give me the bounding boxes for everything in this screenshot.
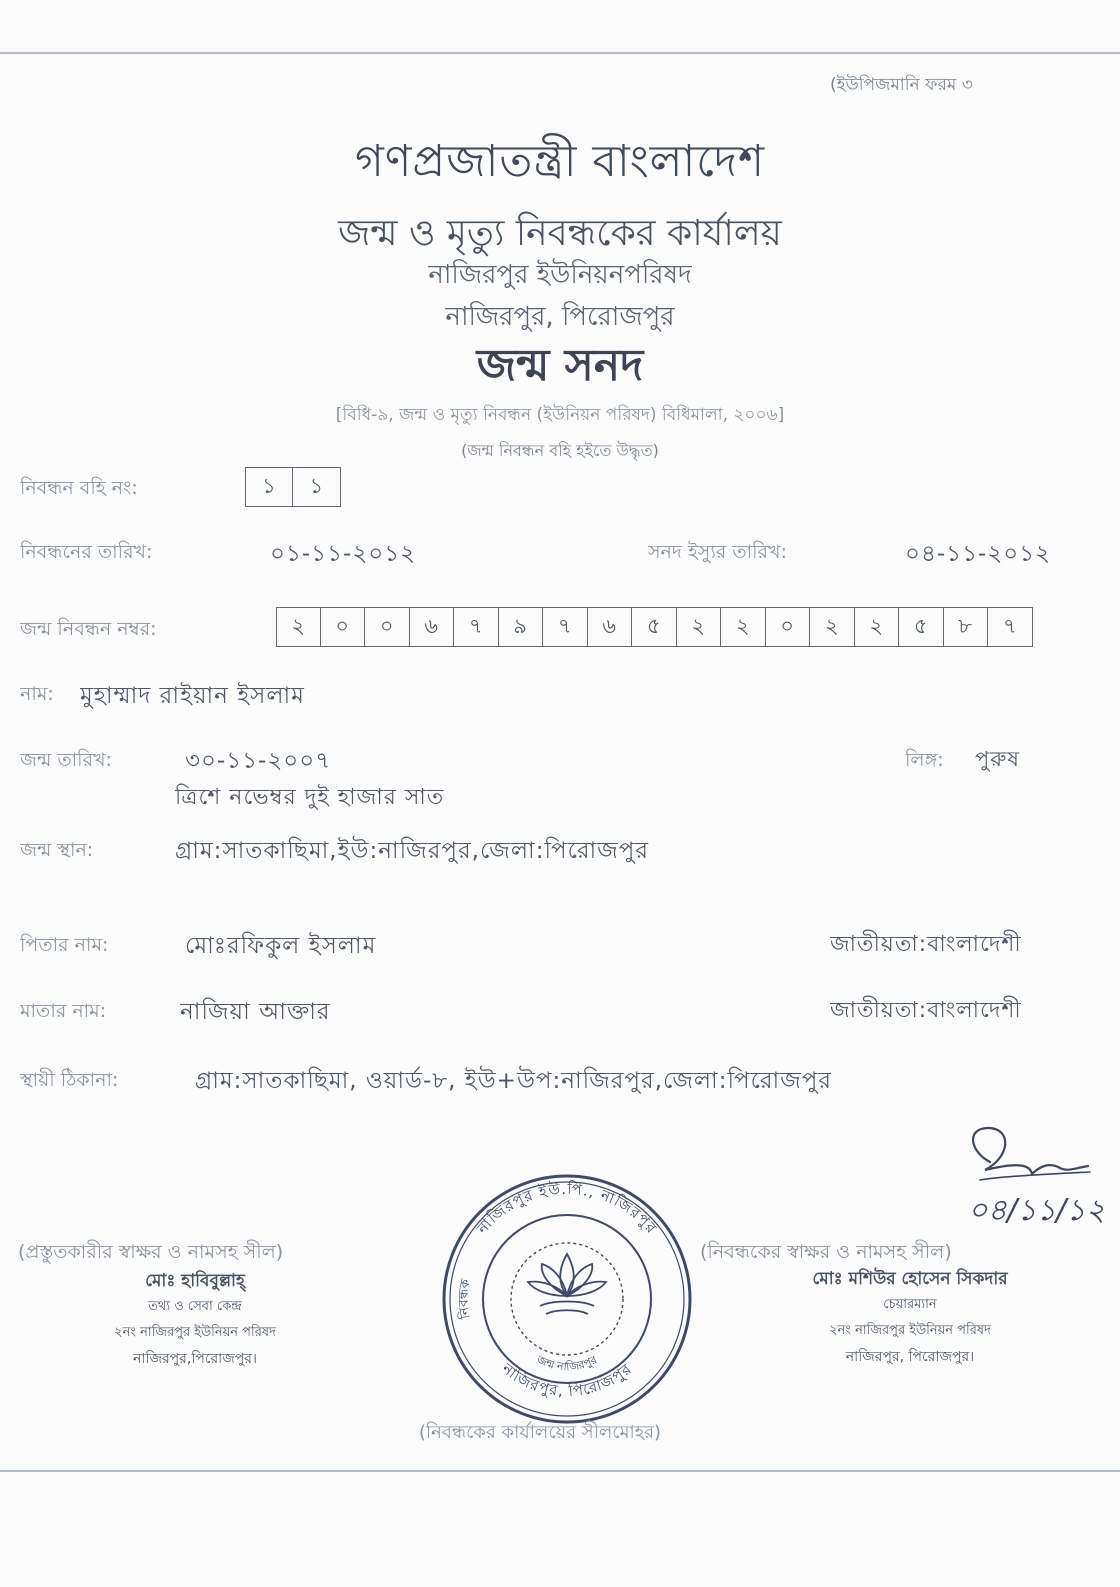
registration-date-label: নিবন্ধনের তারিখ:	[20, 541, 153, 563]
seal-inner-ring	[511, 1243, 623, 1355]
country-name: গণপ্রজাতন্ত্রী বাংলাদেশ	[354, 136, 766, 187]
legal-rule-reference: [বিধি-৯, জন্ম ও মৃত্যু নিবন্ধন (ইউনিয়ন পরিষদ) বিধিমালা, ২০০৬]	[335, 405, 785, 425]
seal-middle-ring	[483, 1215, 651, 1383]
digit-box: ৭	[988, 607, 1033, 647]
digit-box: ২	[276, 607, 321, 647]
birth-place-label: জন্ম স্থান:	[20, 839, 94, 861]
seal-caption: (নিবন্ধকের কার্যালয়ের সীলমোহর)	[418, 1422, 662, 1443]
union-name: নাজিরপুর ইউনিয়নপরিষদ	[428, 260, 692, 290]
registration-date-value: ০১-১১-২০১২	[270, 541, 417, 567]
preparer-union: ২নং নাজিরপুর ইউনিয়ন পরিষদ	[114, 1325, 276, 1340]
digit-box: ১	[293, 467, 341, 507]
mother-name-value: নাজিয়া আক্তার	[180, 999, 331, 1025]
registrar-caption: (নিবন্ধকের স্বাক্ষর ও নামসহ সীল)	[700, 1241, 952, 1263]
birth-date-in-words: ত্রিশে নভেম্বর দুই হাজার সাত	[175, 785, 445, 810]
digit-box: ০	[365, 607, 410, 647]
seal-ring-bottom: নাজিরপুর, পিরোজপুর	[498, 1359, 636, 1401]
registrar-stamp	[720, 1266, 1100, 1370]
digit-box: ৫	[899, 607, 944, 647]
seal-inner-left: নিবন্ধক	[456, 1277, 475, 1320]
registration-number-boxes	[276, 607, 1033, 647]
source-note: (জন্ম নিবন্ধন বহি হইতে উদ্ধৃত)	[461, 441, 659, 460]
register-book-boxes	[245, 467, 341, 507]
preparer-stamp	[20, 1268, 370, 1372]
registrar-name: মোঃ মশিউর হোসেন সিকদার	[812, 1269, 1008, 1289]
bottom-rule-line	[0, 1470, 1120, 1472]
registration-number-label: জন্ম নিবন্ধন নম্বর:	[20, 618, 157, 640]
preparer-location: নাজিরপুর,পিরোজপুর।	[133, 1351, 257, 1367]
top-rule-line	[0, 52, 1120, 54]
register-book-label: নিবন্ধন বহি নং:	[20, 477, 138, 499]
lotus-water-line	[546, 1310, 588, 1314]
name-label: নাম:	[20, 683, 54, 705]
signature-date: ০৪/১১/১২	[968, 1193, 1106, 1228]
name-value: মুহাম্মাদ রাইয়ান ইসলাম	[80, 683, 305, 709]
father-nationality: জাতীয়তা:বাংলাদেশী	[830, 932, 1022, 957]
digit-box: ৭	[543, 607, 588, 647]
signature-underline	[980, 1172, 1090, 1180]
gender-value: পুরুষ	[975, 747, 1020, 771]
digit-box: ৬	[410, 607, 455, 647]
digit-box: ২	[677, 607, 722, 647]
seal-inner-bottom: জন্ম নাজিরপুর	[534, 1353, 600, 1374]
father-name-value: মোঃরফিকুল ইসলাম	[185, 933, 377, 959]
mother-name-label: মাতার নাম:	[20, 1000, 107, 1022]
registrar-designation: চেয়ারম্যান	[883, 1297, 937, 1312]
issue-date-label: সনদ ইস্যুর তারিখ:	[648, 541, 787, 563]
preparer-unit: তথ্য ও সেবা কেন্দ্র	[148, 1299, 242, 1314]
office-seal	[440, 1172, 694, 1426]
mother-nationality: জাতীয়তা:বাংলাদেশী	[830, 998, 1022, 1023]
signature-stroke	[973, 1128, 1088, 1174]
digit-box: ০	[766, 607, 811, 647]
digit-box: ০	[321, 607, 366, 647]
digit-box: ৬	[588, 607, 633, 647]
office-location: নাজিরপুর, পিরোজপুর	[445, 302, 675, 332]
birth-date-value: ৩০-১১-২০০৭	[185, 748, 332, 774]
seal-ring-top: নাজিরপুর ইউ.পি., নাজিরপুর	[473, 1179, 661, 1238]
gender-label: লিঙ্গ:	[905, 749, 944, 771]
digit-box: ৫	[632, 607, 677, 647]
digit-box: ১	[245, 467, 293, 507]
digit-box: ৭	[454, 607, 499, 647]
issue-date-value: ০৪-১১-২০১২	[905, 541, 1052, 567]
father-name-label: পিতার নাম:	[20, 934, 109, 956]
permanent-address-label: স্থায়ী ঠিকানা:	[20, 1069, 119, 1091]
office-name: জন্ম ও মৃত্যু নিবন্ধকের কার্যালয়	[338, 213, 782, 254]
registrar-signature	[950, 1122, 1110, 1247]
lotus-emblem	[528, 1254, 606, 1314]
lotus-water-line	[540, 1302, 594, 1307]
registrar-location: নাজিরপুর, পিরোজপুর।	[845, 1349, 975, 1365]
lotus-petal	[560, 1254, 574, 1296]
digit-box: ২	[721, 607, 766, 647]
permanent-address-value: গ্রাম:সাতকাছিমা, ওয়ার্ড-৮, ইউ+উপ:নাজিরপুর,জেলা:পিরোজপুর	[195, 1068, 833, 1094]
digit-box: ৯	[499, 607, 544, 647]
preparer-caption: (প্রস্তুতকারীর স্বাক্ষর ও নামসহ সীল)	[18, 1241, 284, 1263]
preparer-name: মোঃ হাবিবুল্লাহ্	[145, 1271, 245, 1291]
digit-box: ২	[855, 607, 900, 647]
digit-box: ২	[810, 607, 855, 647]
document-title: জন্ম সনদ	[476, 340, 644, 391]
form-label: (ইউপিজমানি ফরম ৩	[830, 75, 973, 95]
digit-box: ৮	[944, 607, 989, 647]
birth-date-label: জন্ম তারিখ:	[20, 749, 112, 771]
birth-place-value: গ্রাম:সাতকাছিমা,ইউ:নাজিরপুর,জেলা:পিরোজপুর	[175, 838, 650, 864]
registrar-union: ২নং নাজিরপুর ইউনিয়ন পরিষদ	[829, 1323, 991, 1338]
